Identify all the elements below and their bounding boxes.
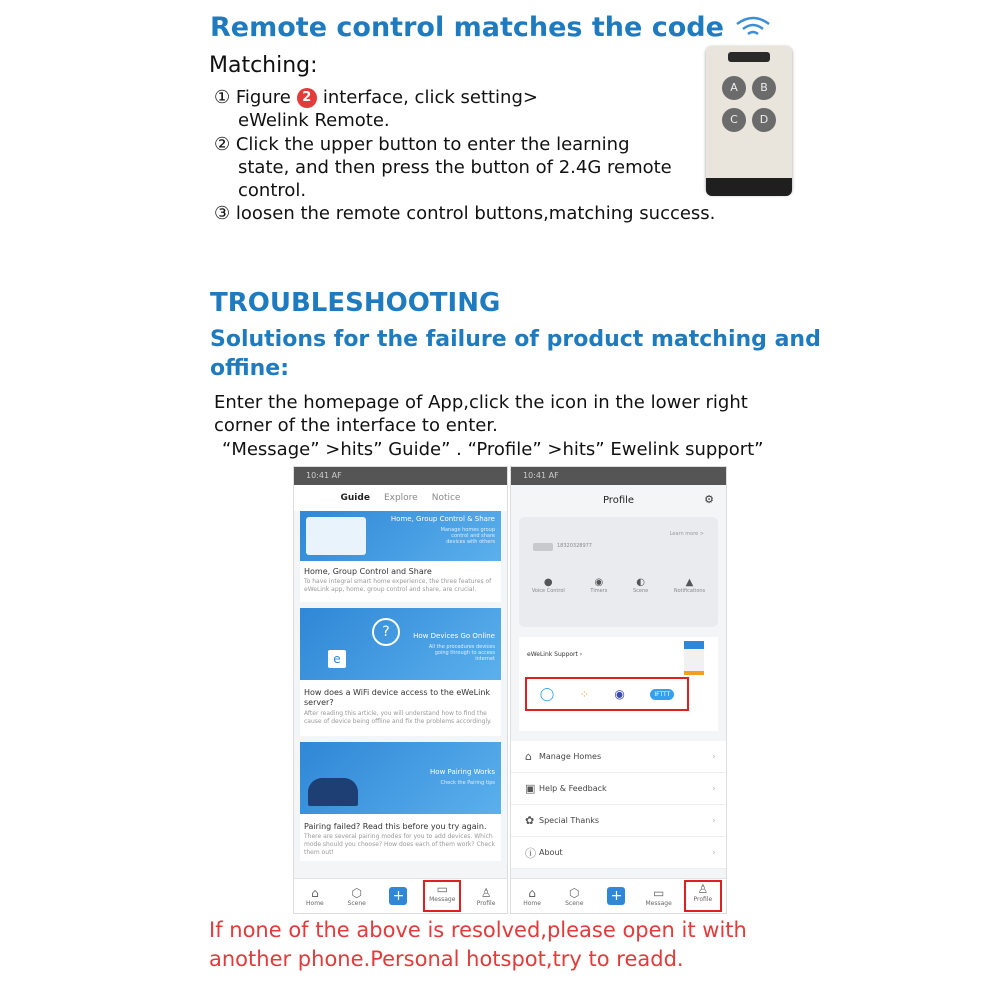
chevron-right-icon: › bbox=[712, 847, 716, 858]
support-label: eWeLink Support › bbox=[527, 651, 583, 658]
tab-guide[interactable]: Guide bbox=[340, 493, 370, 503]
guide-card[interactable] bbox=[300, 608, 501, 736]
nav-profile[interactable]: ♙ Profile bbox=[684, 880, 722, 912]
card-banner-sub: Check the Pairing tips bbox=[440, 780, 495, 786]
step-3: ③ loosen the remote control buttons,matching success. bbox=[214, 203, 716, 224]
nav-home[interactable]: ⌂ Home bbox=[298, 886, 332, 907]
instruction-line-1: Enter the homepage of App,click the icon in the lower right bbox=[214, 392, 748, 413]
instruction-line-2: corner of the interface to enter. bbox=[214, 415, 498, 436]
step-2-cont-1: state, and then press the button of 2.4G remote bbox=[238, 157, 672, 178]
step-1-cont: eWelink Remote. bbox=[238, 110, 390, 131]
nav-home[interactable]: ⌂ Home bbox=[515, 886, 549, 907]
nav-scene[interactable]: ⬡ Scene bbox=[340, 886, 374, 907]
card-title: Home, Group Control and Share bbox=[304, 567, 432, 576]
quick-timers[interactable]: ◉ Timers bbox=[590, 577, 608, 594]
ewelink-support-card[interactable] bbox=[519, 637, 718, 731]
timer-icon: ◉ bbox=[594, 577, 604, 588]
support-logo-icon bbox=[684, 641, 704, 675]
step-1 bbox=[214, 86, 538, 109]
guide-card[interactable] bbox=[300, 742, 501, 861]
profile-icon: ♙ bbox=[480, 885, 492, 900]
remote-button-b: B bbox=[752, 76, 776, 100]
troubleshooting-subtitle-1: Solutions for the failure of product matching and bbox=[210, 327, 821, 352]
remote-button-d: D bbox=[752, 108, 776, 132]
alexa-icon[interactable]: ◯ bbox=[539, 686, 555, 702]
profile-icon: ♙ bbox=[697, 882, 709, 896]
card-banner bbox=[300, 511, 501, 561]
google-assistant-icon[interactable]: ⁘ bbox=[579, 687, 589, 701]
nav-message[interactable]: ▭ Message bbox=[423, 880, 461, 912]
microphone-icon: ● bbox=[543, 577, 553, 588]
nav-profile[interactable]: ♙ Profile bbox=[469, 886, 503, 907]
quick-notifications[interactable]: ▲ Notifications bbox=[673, 577, 706, 594]
chevron-right-icon: › bbox=[712, 815, 716, 826]
nav-message[interactable]: ▭ Message bbox=[642, 886, 676, 907]
matching-label: Matching: bbox=[209, 53, 318, 78]
profile-title: Profile bbox=[602, 495, 635, 506]
troubleshooting-subtitle-2: offine: bbox=[210, 356, 290, 381]
wifi-signal-icon bbox=[734, 14, 772, 38]
card-banner bbox=[300, 608, 501, 680]
illustration-icon bbox=[308, 778, 358, 806]
phone-screenshot-profile bbox=[510, 466, 727, 914]
step-1-text-a: ① Figure bbox=[214, 87, 291, 108]
nav-add[interactable] bbox=[599, 887, 633, 905]
settings-icon[interactable]: ⚙ bbox=[704, 493, 714, 506]
message-icon: ▭ bbox=[436, 882, 448, 896]
home-icon: ⌂ bbox=[311, 885, 319, 900]
card-banner-sub: All the procedures devices going through to access internet bbox=[428, 644, 495, 662]
message-icon: ▭ bbox=[652, 885, 665, 900]
footer-line-2: another phone.Personal hotspot,try to readd. bbox=[209, 947, 684, 971]
bottom-nav bbox=[511, 878, 726, 913]
status-bar: 10:41 AF bbox=[511, 467, 726, 485]
add-icon: + bbox=[607, 887, 625, 905]
ifttt-icon[interactable]: IFTTT bbox=[650, 689, 674, 700]
phone-screenshot-guide bbox=[293, 466, 508, 914]
remote-button-a: A bbox=[722, 76, 746, 100]
bottom-nav bbox=[294, 878, 507, 913]
scene-icon: ⬡ bbox=[569, 885, 580, 900]
quick-voice-control[interactable]: ● Voice Control bbox=[531, 577, 565, 594]
status-bar: 10:41 AF bbox=[294, 467, 507, 485]
step-1-text-b: interface, click setting> bbox=[322, 87, 538, 108]
phone-number: 18320328977 bbox=[557, 543, 592, 549]
chevron-right-icon: › bbox=[712, 783, 716, 794]
menu-about[interactable]: ⓘ About › bbox=[511, 837, 726, 869]
thanks-icon: ✿ bbox=[525, 814, 535, 827]
remote-base bbox=[706, 178, 792, 196]
menu-help-feedback[interactable]: ▣ Help & Feedback › bbox=[511, 773, 726, 805]
guide-tabs bbox=[294, 485, 507, 511]
menu-special-thanks[interactable]: ✿ Special Thanks › bbox=[511, 805, 726, 837]
home-icon: ⌂ bbox=[528, 885, 536, 900]
illustration-icon bbox=[306, 517, 366, 555]
troubleshooting-title: TROUBLESHOOTING bbox=[210, 288, 501, 318]
step-2: ② Click the upper button to enter the learning bbox=[214, 134, 630, 155]
cortana-icon[interactable]: ◉ bbox=[614, 687, 625, 701]
remote-button-c: C bbox=[722, 108, 746, 132]
learn-more-link[interactable]: Learn more > bbox=[669, 531, 704, 537]
account-card[interactable] bbox=[519, 517, 718, 627]
ewelink-logo-icon: e bbox=[328, 650, 346, 668]
profile-menu bbox=[511, 741, 726, 869]
card-title: Pairing failed? Read this before you try again. bbox=[304, 822, 487, 831]
avatar bbox=[533, 543, 553, 551]
nav-scene[interactable]: ⬡ Scene bbox=[557, 886, 591, 907]
scene-icon: ◐ bbox=[636, 577, 645, 588]
card-desc: There are several pairing modes for you to add devices. Which mode should you choose? How does each of them work? Check them out! bbox=[304, 833, 495, 856]
card-banner bbox=[300, 742, 501, 814]
feedback-icon: ▣ bbox=[525, 782, 536, 795]
guide-card[interactable] bbox=[300, 511, 501, 602]
card-banner-title: How Devices Go Online bbox=[413, 632, 495, 640]
tab-explore[interactable]: Explore bbox=[383, 493, 418, 503]
quick-actions bbox=[519, 577, 718, 594]
tab-notice[interactable]: Notice bbox=[431, 493, 461, 503]
card-banner-title: Home, Group Control & Share bbox=[390, 515, 495, 523]
profile-header bbox=[511, 485, 726, 517]
quick-scene[interactable]: ◐ Scene bbox=[632, 577, 649, 594]
card-banner-sub: Manage homes group control and share devices with others bbox=[440, 527, 495, 545]
footer-line-1: If none of the above is resolved,please open it with bbox=[209, 918, 747, 942]
card-desc: After reading this article, you will understand how to find the cause of device being offline and fix the problems accordingly. bbox=[304, 710, 492, 725]
remote-body bbox=[706, 46, 792, 194]
scene-icon: ⬡ bbox=[351, 885, 362, 900]
remote-section-title: Remote control matches the code bbox=[210, 12, 724, 43]
chevron-right-icon: › bbox=[712, 751, 716, 762]
bell-icon: ▲ bbox=[685, 577, 694, 588]
card-desc: To have integral smart home experience, the three features of eWeLink app, home, group control and share, are crucial. bbox=[304, 578, 492, 593]
step-2-cont-2: control. bbox=[238, 180, 307, 201]
info-icon: ⓘ bbox=[525, 846, 536, 860]
figure-badge: 2 bbox=[297, 88, 317, 108]
add-icon: + bbox=[389, 887, 407, 905]
card-title: How does a WiFi device access to the eWeLink server? bbox=[304, 688, 491, 707]
remote-control-image bbox=[706, 46, 792, 196]
card-banner-title: How Pairing Works bbox=[430, 768, 495, 776]
remote-led-bar bbox=[728, 52, 770, 62]
smart-assistant-row[interactable] bbox=[525, 677, 689, 711]
home-icon: ⌂ bbox=[525, 750, 532, 763]
question-icon: ? bbox=[372, 618, 400, 646]
instruction-line-3: “Message” >hits” Guide” . “Profile” >hits” Ewelink support” bbox=[222, 439, 764, 460]
nav-add[interactable] bbox=[381, 887, 415, 905]
menu-manage-homes[interactable]: ⌂ Manage Homes › bbox=[511, 741, 726, 773]
